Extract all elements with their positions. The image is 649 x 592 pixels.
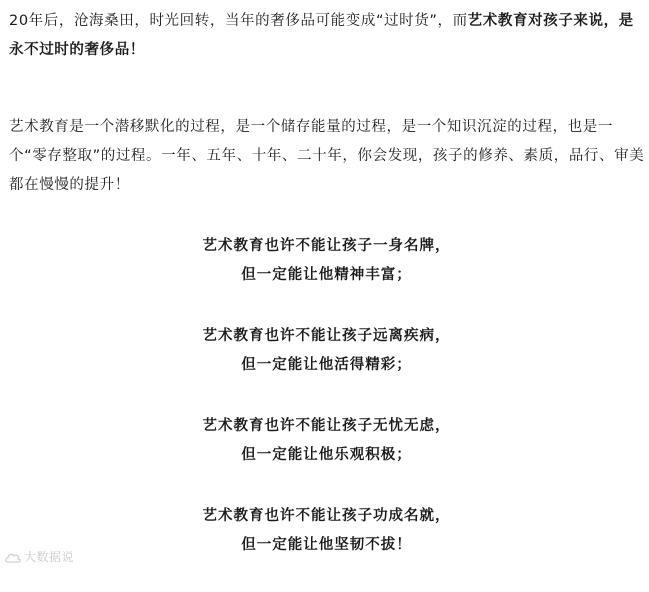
watermark-text: 大数据说 [24,550,75,564]
stanza [0,322,649,380]
watermark [4,548,74,565]
intro-paragraph [9,7,645,65]
stanza [0,232,649,290]
verse-line: 艺术教育也许不能让孩子无忧无虑， [202,418,451,434]
intro-emphasis: 艺术教育对孩子来说，是永不过时的奢侈品！ [9,13,634,58]
verse-block [0,232,649,592]
verse-line: 但一定能让他活得精彩； [241,357,412,373]
verse-line: 但一定能让他乐观积极； [241,447,412,463]
body-paragraph: 艺术教育是一个潜移默化的过程，是一个储存能量的过程，是一个知识沉淀的过程，也是一个“零存整取”的过程。一年、五年、十年、二十年，你会发现，孩子的修养、素质，品行、审美都在慢慢的提升！ [9,119,645,193]
intro-text: 20年后，沧海桑田，时光回转，当年的奢侈品可能变成“过时货”，而 [9,13,468,29]
stanza [0,502,649,560]
verse-line: 但一定能让他精神丰富； [241,267,412,283]
verse-line: 但一定能让他坚韧不拔！ [241,537,412,553]
verse-line: 艺术教育也许不能让孩子远离疾病， [202,328,451,344]
verse-line: 艺术教育也许不能让孩子功成名就， [202,508,451,524]
verse-line: 艺术教育也许不能让孩子一身名牌， [202,238,451,254]
cloud-logo-icon [4,550,22,564]
stanza [0,412,649,470]
